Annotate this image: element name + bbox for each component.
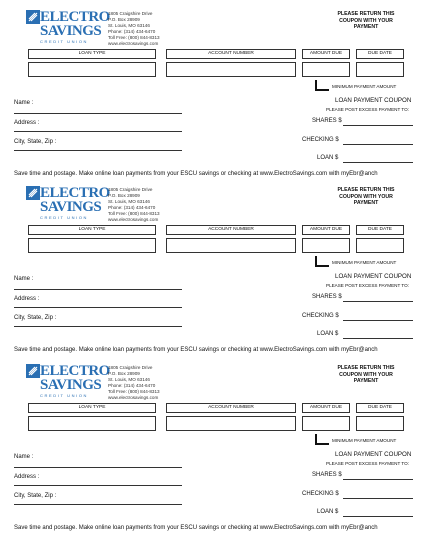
credit-union-address (108, 187, 160, 223)
account-number-field[interactable] (166, 62, 296, 77)
address-label: Address : (14, 474, 40, 480)
return-note-line3: PAYMENT (353, 378, 379, 384)
loan-label: LOAN $ (317, 155, 339, 161)
return-note-line1: PLEASE RETURN THIS (337, 365, 395, 371)
address-city: St. Louis, MO 63146 (108, 199, 150, 204)
address-phone: Phone: (314) 434-6470 (108, 383, 156, 388)
due-date-header: DUE DATE (356, 49, 404, 59)
credit-union-address (108, 365, 160, 401)
logo-text-line1: ELECTRO (40, 363, 110, 379)
due-date-field[interactable] (356, 238, 404, 253)
shares-line[interactable] (343, 479, 413, 480)
loan-type-field[interactable] (28, 238, 156, 253)
due-date-header: DUE DATE (356, 403, 404, 413)
city-state-zip-label: City, State, Zip : (14, 139, 57, 145)
address-line[interactable] (14, 307, 182, 308)
amount-due-header: AMOUNT DUE (302, 225, 350, 235)
return-note-line2: COUPON WITH YOUR (339, 371, 393, 378)
checking-label: CHECKING $ (302, 137, 339, 143)
shares-label: SHARES $ (312, 118, 342, 124)
name-line[interactable] (14, 289, 182, 290)
name-label: Name : (14, 100, 34, 106)
logo-text-line2: SAVINGS (40, 23, 102, 39)
return-note-line2: COUPON WITH YOUR (339, 17, 393, 24)
address-line[interactable] (14, 485, 182, 486)
minimum-payment-bracket-icon (315, 80, 329, 91)
minimum-payment-bracket-icon (315, 434, 329, 445)
address-label: Address : (14, 120, 40, 126)
shares-label: SHARES $ (312, 472, 342, 478)
shares-label: SHARES $ (312, 294, 342, 300)
loan-line[interactable] (343, 338, 413, 339)
address-toll-free: Toll Free: (800) 844-8313 (108, 35, 160, 40)
electro-savings-logo (26, 363, 110, 402)
loan-line[interactable] (343, 162, 413, 163)
logo-subtitle: CREDIT UNION (40, 215, 89, 220)
payment-coupon (0, 0, 428, 177)
checking-line[interactable] (343, 144, 413, 145)
loan-label: LOAN $ (317, 509, 339, 515)
address-line[interactable] (14, 131, 182, 132)
shares-line[interactable] (343, 125, 413, 126)
amount-due-field[interactable] (302, 416, 350, 431)
city-state-zip-line[interactable] (14, 150, 182, 151)
name-line[interactable] (14, 467, 182, 468)
return-note-line3: PAYMENT (353, 200, 379, 206)
amount-due-header: AMOUNT DUE (302, 49, 350, 59)
coupon-subtitle: PLEASE POST EXCESS PAYMENT TO: (326, 283, 409, 288)
amount-due-header: AMOUNT DUE (302, 403, 350, 413)
address-po-box: P.O. Box 28909 (108, 17, 140, 22)
payment-coupon (0, 354, 428, 531)
checking-label: CHECKING $ (302, 491, 339, 497)
loan-line[interactable] (343, 516, 413, 517)
return-note-line1: PLEASE RETURN THIS (337, 187, 395, 193)
payment-coupon (0, 176, 428, 353)
electro-savings-logo (26, 9, 110, 48)
name-label: Name : (14, 454, 34, 460)
address-street: 1805 Craigshire Drive (108, 365, 153, 370)
account-number-header: ACCOUNT NUMBER (166, 403, 296, 413)
account-number-header: ACCOUNT NUMBER (166, 225, 296, 235)
minimum-payment-label: MINIMUM PAYMENT AMOUNT (332, 260, 397, 265)
loan-type-field[interactable] (28, 416, 156, 431)
loan-type-header: LOAN TYPE (28, 225, 156, 235)
coupon-title: LOAN PAYMENT COUPON (335, 273, 412, 280)
checking-line[interactable] (343, 320, 413, 321)
logo-mark-icon (26, 364, 40, 378)
loan-type-header: LOAN TYPE (28, 403, 156, 413)
address-phone: Phone: (314) 434-6470 (108, 205, 156, 210)
coupon-title: LOAN PAYMENT COUPON (335, 97, 412, 104)
address-po-box: P.O. Box 28909 (108, 193, 140, 198)
checking-label: CHECKING $ (302, 313, 339, 319)
city-state-zip-line[interactable] (14, 504, 182, 505)
address-label: Address : (14, 296, 40, 302)
loan-label: LOAN $ (317, 331, 339, 337)
electro-savings-logo (26, 185, 110, 224)
credit-union-address (108, 11, 160, 47)
address-po-box: P.O. Box 28909 (108, 371, 140, 376)
loan-type-field[interactable] (28, 62, 156, 77)
checking-line[interactable] (343, 498, 413, 499)
coupon-subtitle: PLEASE POST EXCESS PAYMENT TO: (326, 107, 409, 112)
coupon-title: LOAN PAYMENT COUPON (335, 451, 412, 458)
logo-text-line1: ELECTRO (40, 9, 110, 25)
logo-subtitle: CREDIT UNION (40, 393, 89, 398)
name-line[interactable] (14, 113, 182, 114)
return-note-line2: COUPON WITH YOUR (339, 193, 393, 200)
address-web: www.electrosavings.com (108, 41, 159, 46)
address-phone: Phone: (314) 434-6470 (108, 29, 156, 34)
minimum-payment-label: MINIMUM PAYMENT AMOUNT (332, 84, 397, 89)
logo-text-line2: SAVINGS (40, 377, 102, 393)
address-web: www.electrosavings.com (108, 395, 159, 400)
shares-line[interactable] (343, 301, 413, 302)
city-state-zip-label: City, State, Zip : (14, 493, 57, 499)
city-state-zip-label: City, State, Zip : (14, 315, 57, 321)
logo-text-line1: ELECTRO (40, 185, 110, 201)
address-street: 1805 Craigshire Drive (108, 187, 153, 192)
account-number-header: ACCOUNT NUMBER (166, 49, 296, 59)
logo-mark-icon (26, 10, 40, 24)
online-payment-note: Save time and postage. Make online loan payments from your ESCU savings or checking at www.ElectroSavings.com with myEbr@anch (14, 171, 378, 177)
account-number-field[interactable] (166, 416, 296, 431)
coupon-subtitle: PLEASE POST EXCESS PAYMENT TO: (326, 461, 409, 466)
city-state-zip-line[interactable] (14, 326, 182, 327)
amount-due-field[interactable] (302, 62, 350, 77)
minimum-payment-bracket-icon (315, 256, 329, 267)
address-toll-free: Toll Free: (800) 844-8313 (108, 389, 160, 394)
return-note-line1: PLEASE RETURN THIS (337, 11, 395, 17)
due-date-field[interactable] (356, 416, 404, 431)
account-number-field[interactable] (166, 238, 296, 253)
logo-mark-icon (26, 186, 40, 200)
address-web: www.electrosavings.com (108, 217, 159, 222)
return-note-line3: PAYMENT (353, 24, 379, 30)
return-note (326, 365, 406, 385)
minimum-payment-label: MINIMUM PAYMENT AMOUNT (332, 438, 397, 443)
address-street: 1805 Craigshire Drive (108, 11, 153, 16)
loan-type-header: LOAN TYPE (28, 49, 156, 59)
logo-text-line2: SAVINGS (40, 199, 102, 215)
address-city: St. Louis, MO 63146 (108, 377, 150, 382)
name-label: Name : (14, 276, 34, 282)
return-note (326, 11, 406, 31)
online-payment-note: Save time and postage. Make online loan payments from your ESCU savings or checking at www.ElectroSavings.com with myEbr@anch (14, 525, 378, 531)
return-note (326, 187, 406, 207)
logo-subtitle: CREDIT UNION (40, 39, 89, 44)
online-payment-note: Save time and postage. Make online loan payments from your ESCU savings or checking at www.ElectroSavings.com with myEbr@anch (14, 347, 378, 353)
address-city: St. Louis, MO 63146 (108, 23, 150, 28)
address-toll-free: Toll Free: (800) 844-8313 (108, 211, 160, 216)
due-date-field[interactable] (356, 62, 404, 77)
amount-due-field[interactable] (302, 238, 350, 253)
due-date-header: DUE DATE (356, 225, 404, 235)
